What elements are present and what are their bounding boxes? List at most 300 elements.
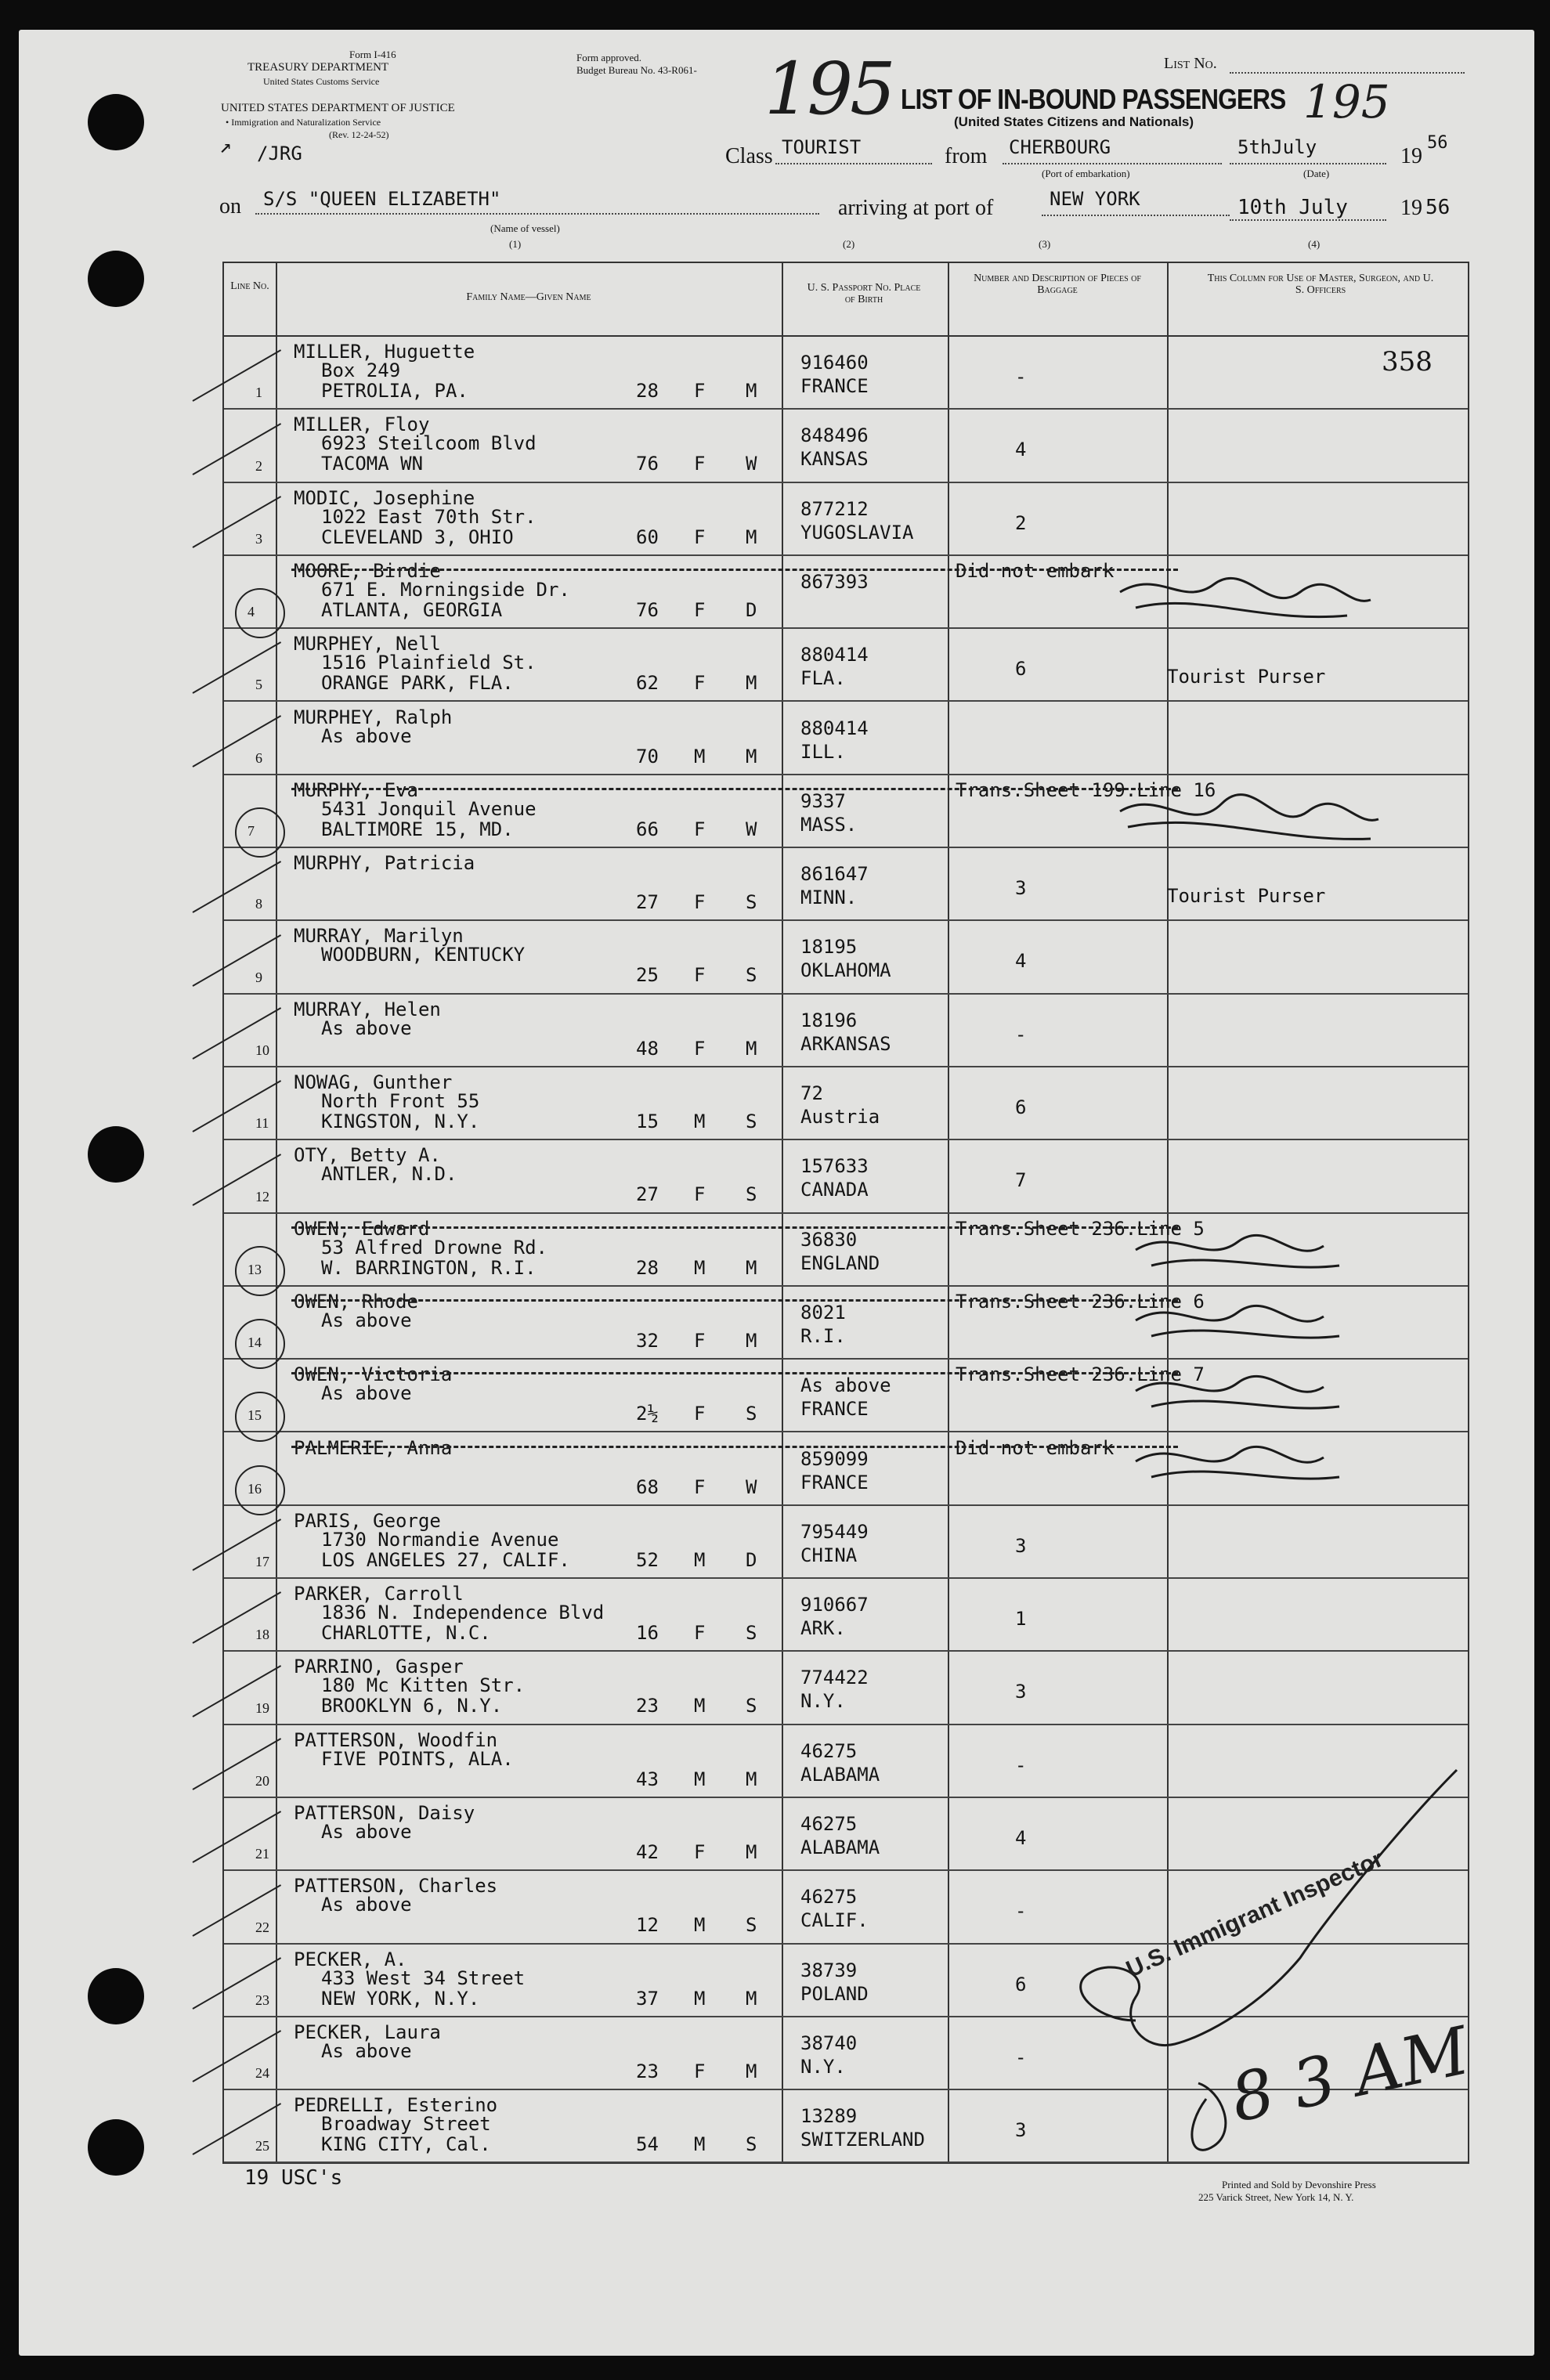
place-of-birth: YUGOSLAVIA — [800, 521, 914, 544]
passenger-marital: S — [746, 1183, 757, 1206]
officer-note: Did not embark — [956, 1436, 1115, 1459]
inspector-stamp: U.S. Immigrant Inspector — [1122, 1846, 1387, 1983]
passenger-marital: M — [746, 380, 757, 402]
passport-number: 859099 — [800, 1447, 869, 1470]
passenger-marital: M — [746, 2060, 757, 2082]
punch-hole — [88, 1968, 144, 2024]
baggage-count: 3 — [1015, 877, 1027, 900]
place-of-birth: SWITZERLAND — [800, 2129, 925, 2151]
strike-line — [291, 1226, 1178, 1229]
col-header-name: Family Name—Given Name — [466, 291, 591, 303]
column-number: (4) — [1308, 238, 1321, 250]
place-of-birth: OKLAHOMA — [800, 959, 891, 982]
baggage-count: 6 — [1015, 658, 1027, 681]
treasury-label: TREASURY DEPARTMENT — [247, 61, 389, 74]
passenger-city: KING CITY, Cal. — [321, 2133, 491, 2156]
passenger-name: PARKER, Carroll — [294, 1583, 464, 1605]
passenger-address: As above — [321, 1894, 412, 1916]
passenger-address: As above — [321, 1382, 412, 1405]
passenger-sex: F — [694, 672, 706, 695]
place-of-birth: FRANCE — [800, 375, 869, 397]
baggage-count: 4 — [1015, 1827, 1027, 1849]
passport-number: 46275 — [800, 1813, 858, 1835]
passport-number: 910667 — [800, 1594, 869, 1616]
punch-hole — [88, 1126, 144, 1183]
baggage-count: - — [1015, 2046, 1027, 2068]
date-caption: (Date) — [1303, 168, 1330, 179]
passenger-sex: M — [694, 1548, 706, 1571]
passenger-age: 68 — [636, 1475, 659, 1498]
handwritten-sheet-number: 195 — [764, 47, 893, 131]
passenger-name: OTY, Betty A. — [294, 1144, 441, 1167]
strike-line — [291, 1372, 1178, 1374]
place-of-birth: ALABAMA — [800, 1763, 880, 1786]
line-number: 14 — [247, 1334, 262, 1351]
passenger-marital: D — [746, 1548, 757, 1571]
line-number: 23 — [255, 1992, 269, 2008]
baggage-count: - — [1015, 366, 1027, 388]
passenger-age: 42 — [636, 1841, 659, 1863]
passenger-sex: F — [694, 964, 706, 987]
class-label: Class — [725, 144, 773, 168]
passenger-marital: M — [746, 1768, 757, 1790]
passenger-city: NEW YORK, N.Y. — [321, 1987, 480, 2010]
officer-note: Tourist Purser — [1167, 666, 1326, 688]
line-number: 25 — [255, 2138, 269, 2154]
place-of-birth: Austria — [800, 1106, 880, 1128]
place-of-birth: ALABAMA — [800, 1836, 880, 1858]
passport-number: As above — [800, 1374, 891, 1397]
passenger-sex: F — [694, 1329, 706, 1352]
passport-number: 880414 — [800, 717, 869, 739]
passenger-marital: M — [746, 1329, 757, 1352]
passenger-address: 433 West 34 Street — [321, 1966, 526, 1989]
passenger-city: ORANGE PARK, FLA. — [321, 672, 514, 695]
line-number: 10 — [255, 1042, 269, 1058]
passport-number: 8021 — [800, 1301, 846, 1324]
arrival-port: NEW YORK — [1050, 188, 1140, 210]
table-row — [224, 1577, 1468, 1652]
baggage-count: 6 — [1015, 1973, 1027, 1995]
passenger-city: KINGSTON, N.Y. — [321, 1111, 480, 1132]
passenger-sex: F — [694, 1622, 706, 1645]
passport-number: 880414 — [800, 644, 869, 666]
place-of-birth: ENGLAND — [800, 1251, 880, 1274]
from-label: from — [945, 144, 988, 168]
line-number: 18 — [255, 1627, 269, 1643]
baggage-count: 3 — [1015, 2119, 1027, 2142]
passenger-name: PARRINO, Gasper — [294, 1656, 464, 1678]
passenger-sex: M — [694, 1914, 706, 1937]
officer-note: Tourist Purser — [1167, 885, 1326, 908]
line-number: 4 — [247, 604, 255, 620]
dotted-line — [1003, 163, 1222, 164]
passport-number: 38739 — [800, 1959, 858, 1981]
passenger-sex: F — [694, 525, 706, 548]
column-number: (1) — [509, 238, 522, 250]
passenger-marital: S — [746, 891, 757, 914]
passenger-name: MURPHEY, Ralph — [294, 706, 453, 728]
printer-line-2: 225 Varick Street, New York 14, N. Y. — [1198, 2191, 1354, 2203]
dotted-line — [1230, 72, 1465, 74]
list-no-value: 195 — [1303, 75, 1390, 128]
passenger-name: PECKER, Laura — [294, 2021, 441, 2043]
passenger-marital: M — [746, 672, 757, 695]
table-row — [224, 482, 1468, 556]
page-subtitle: (United States Citizens and Nationals) — [954, 114, 1194, 129]
line-number: 2 — [255, 457, 262, 474]
col-header-passport: U. S. Passport No. Place of Birth — [807, 282, 921, 305]
baggage-count: 1 — [1015, 1608, 1027, 1631]
passenger-age: 25 — [636, 964, 659, 987]
passport-number: 795449 — [800, 1520, 869, 1543]
passenger-city: TACOMA WN — [321, 453, 424, 475]
line-number: 11 — [255, 1115, 269, 1132]
passenger-age: 16 — [636, 1622, 659, 1645]
passenger-address: 1730 Normandie Avenue — [321, 1528, 559, 1551]
ins-label: • Immigration and Naturalization Service — [226, 117, 381, 128]
passenger-name: PECKER, A. — [294, 1948, 407, 1970]
line-number: 3 — [255, 530, 262, 547]
line-number: 1 — [255, 385, 262, 401]
baggage-count: 7 — [1015, 1169, 1027, 1192]
passenger-sex: F — [694, 818, 706, 840]
arrow-icon: ↗ — [219, 135, 232, 158]
passenger-sex: F — [694, 891, 706, 914]
passenger-age: 32 — [636, 1329, 659, 1352]
printer-line-1: Printed and Sold by Devonshire Press — [1222, 2179, 1376, 2190]
passport-number: 916460 — [800, 352, 869, 374]
line-number: 16 — [247, 1480, 262, 1497]
passenger-city: BALTIMORE 15, MD. — [321, 818, 514, 840]
place-of-birth: FLA. — [800, 667, 846, 690]
passenger-sex: M — [694, 745, 706, 767]
passenger-address: 5431 Jonquil Avenue — [321, 797, 537, 820]
passenger-address: 1836 N. Independence Blvd — [321, 1602, 605, 1624]
passenger-sex: M — [694, 1111, 706, 1132]
passenger-marital: S — [746, 964, 757, 987]
passenger-sex: M — [694, 1695, 706, 1717]
passenger-address: 6923 Steilcoom Blvd — [321, 432, 537, 455]
passenger-age: 76 — [636, 453, 659, 475]
passenger-sex: F — [694, 380, 706, 402]
passenger-address: 671 E. Morningside Dr. — [321, 578, 570, 601]
passenger-name: MILLER, Floy — [294, 414, 430, 436]
officer-note: Trans.Sheet 236.Line 7 — [956, 1363, 1205, 1386]
passenger-address: As above — [321, 2039, 412, 2062]
on-label: on — [219, 194, 241, 218]
line-number: 9 — [255, 969, 262, 985]
passenger-name: MURRAY, Helen — [294, 998, 441, 1020]
place-of-birth: CHINA — [800, 1544, 858, 1566]
table-row — [224, 335, 1468, 410]
passenger-marital: W — [746, 818, 757, 840]
passenger-age: 76 — [636, 598, 659, 621]
passenger-marital: D — [746, 598, 757, 621]
passenger-address: WOODBURN, KENTUCKY — [321, 944, 526, 966]
strike-line — [291, 569, 1178, 571]
passenger-name: MURPHEY, Nell — [294, 633, 441, 655]
passenger-name: MOORE, Birdie — [294, 559, 441, 582]
passport-number: 157633 — [800, 1155, 869, 1178]
passenger-name: OWEN, Victoria — [294, 1363, 453, 1386]
table-row — [224, 408, 1468, 482]
place-of-birth: CANADA — [800, 1179, 869, 1201]
passenger-marital: S — [746, 1622, 757, 1645]
baggage-count: 6 — [1015, 1096, 1027, 1118]
passenger-address: As above — [321, 1309, 412, 1331]
passenger-age: 23 — [636, 2060, 659, 2082]
passenger-name: MURPHY, Eva — [294, 778, 418, 801]
passenger-name: OWEN, Rhode — [294, 1290, 418, 1313]
form-number: Form I-416 — [349, 49, 396, 60]
passenger-city: CLEVELAND 3, OHIO — [321, 525, 514, 548]
embarkation-date: 5thJuly — [1237, 136, 1317, 158]
place-of-birth: FRANCE — [800, 1398, 869, 1421]
officer-note: Trans.Sheet 236.Line 5 — [956, 1217, 1205, 1240]
strike-line — [291, 1299, 1178, 1302]
line-number: 24 — [255, 2065, 269, 2082]
passenger-sex: F — [694, 1037, 706, 1060]
passport-number: 774422 — [800, 1667, 869, 1689]
passport-number: 877212 — [800, 497, 869, 520]
embarkation-port: CHERBOURG — [1009, 136, 1111, 158]
passenger-age: 66 — [636, 818, 659, 840]
passenger-marital: M — [746, 1987, 757, 2010]
punch-hole — [88, 251, 144, 307]
passenger-address: Broadway Street — [321, 2113, 491, 2136]
vessel-name: S/S "QUEEN ELIZABETH" — [263, 188, 501, 210]
reference-code: /JRG — [257, 143, 302, 164]
passenger-age: 48 — [636, 1037, 659, 1060]
passenger-city: W. BARRINGTON, R.I. — [321, 1256, 537, 1279]
passport-number: 72 — [800, 1082, 823, 1104]
arrival-year-suffix: 56 — [1425, 196, 1451, 219]
place-of-birth: R.I. — [800, 1324, 846, 1347]
passenger-age: 27 — [636, 1183, 659, 1206]
passport-number: 13289 — [800, 2105, 858, 2128]
passenger-name: PEDRELLI, Esterino — [294, 2094, 498, 2117]
place-of-birth: KANSAS — [800, 448, 869, 471]
arrival-year-prefix: 19 — [1400, 196, 1422, 220]
baggage-count: 4 — [1015, 950, 1027, 973]
passenger-name: PATTERSON, Daisy — [294, 1802, 475, 1824]
dotted-line — [1230, 219, 1386, 221]
baggage-count: 4 — [1015, 439, 1027, 461]
dotted-line — [1230, 163, 1386, 164]
embarkation-year-prefix: 19 — [1400, 144, 1422, 168]
passport-number: 848496 — [800, 424, 869, 447]
line-number: 7 — [247, 823, 255, 840]
col-header-officers: This Column for Use of Master, Surgeon, and U. S. Officers — [1207, 273, 1434, 296]
line-number: 19 — [255, 1699, 269, 1716]
revision-label: (Rev. 12-24-52) — [329, 129, 389, 140]
passenger-address: 53 Alfred Drowne Rd. — [321, 1236, 547, 1259]
baggage-count: - — [1015, 1023, 1027, 1046]
passenger-age: 62 — [636, 672, 659, 695]
passenger-name: OWEN, Edward — [294, 1217, 430, 1240]
passenger-address: ANTLER, N.D. — [321, 1163, 457, 1186]
place-of-birth: CALIF. — [800, 1909, 869, 1932]
passenger-marital: M — [746, 1256, 757, 1279]
passenger-age: 37 — [636, 1987, 659, 2010]
line-number: 22 — [255, 1919, 269, 1935]
passenger-marital: M — [746, 525, 757, 548]
place-of-birth: N.Y. — [800, 1690, 846, 1713]
vessel-caption: (Name of vessel) — [490, 222, 560, 234]
passenger-sex: M — [694, 1987, 706, 2010]
dotted-line — [255, 213, 819, 215]
place-of-birth: POLAND — [800, 1982, 869, 2005]
passenger-marital: M — [746, 1841, 757, 1863]
passenger-marital: S — [746, 1914, 757, 1937]
passenger-age: 27 — [636, 891, 659, 914]
baggage-count: 2 — [1015, 511, 1027, 534]
passenger-age: 60 — [636, 525, 659, 548]
customs-label: United States Customs Service — [263, 76, 380, 87]
passenger-name: PATTERSON, Charles — [294, 1875, 498, 1898]
passenger-marital: S — [746, 1695, 757, 1717]
place-of-birth: N.Y. — [800, 2055, 846, 2078]
passenger-city: CHARLOTTE, N.C. — [321, 1622, 491, 1645]
line-number: 13 — [247, 1261, 262, 1277]
col-header-line-no: Line No. — [230, 280, 269, 292]
line-number: 20 — [255, 1772, 269, 1789]
page-title: LIST OF IN-BOUND PASSENGERS — [901, 83, 1286, 115]
passport-number: 18196 — [800, 1009, 858, 1031]
class-value: TOURIST — [782, 136, 862, 158]
passenger-address: Box 249 — [321, 359, 401, 381]
strike-line — [291, 1446, 1178, 1448]
place-of-birth: ARK. — [800, 1617, 846, 1640]
passenger-marital: W — [746, 1475, 757, 1498]
line-number: 17 — [255, 1554, 269, 1570]
passenger-name: MURPHY, Patricia — [294, 852, 475, 875]
officer-note: Did not embark — [956, 559, 1115, 582]
punch-hole — [88, 94, 144, 150]
passenger-sex: F — [694, 1403, 706, 1425]
column-number: (2) — [843, 238, 855, 250]
line-number: 21 — [255, 1846, 269, 1862]
col-header-baggage: Number and Description of Pieces of Baggage — [974, 273, 1141, 296]
punch-hole — [88, 2119, 144, 2176]
passport-number: 861647 — [800, 863, 869, 886]
port-embarkation-caption: (Port of embarkation) — [1042, 168, 1130, 179]
passenger-age: 12 — [636, 1914, 659, 1937]
baggage-count: 3 — [1015, 1681, 1027, 1703]
passenger-address: 1022 East 70th Str. — [321, 505, 537, 528]
table-row — [224, 1650, 1468, 1725]
line-number: 5 — [255, 677, 262, 693]
strike-line — [291, 788, 1178, 790]
place-of-birth: ILL. — [800, 740, 846, 763]
passenger-age: 15 — [636, 1111, 659, 1132]
list-no-label: List No. — [1164, 55, 1217, 72]
line-number: 15 — [247, 1407, 262, 1424]
dotted-line — [775, 163, 932, 164]
line-number: 12 — [255, 1188, 269, 1204]
justice-label: UNITED STATES DEPARTMENT OF JUSTICE — [221, 102, 455, 114]
form-approved: Form approved. — [576, 52, 642, 63]
stamp-handwriting: 8 3 AM — [1224, 2012, 1476, 2137]
officer-number: 358 — [1382, 346, 1433, 377]
passenger-address: 180 Mc Kitten Str. — [321, 1674, 526, 1697]
passenger-city: ATLANTA, GEORGIA — [321, 598, 503, 621]
passport-number: 18195 — [800, 936, 858, 959]
passenger-marital: S — [746, 1111, 757, 1132]
passenger-sex: M — [694, 2133, 706, 2156]
passenger-sex: F — [694, 1183, 706, 1206]
passenger-sex: F — [694, 1841, 706, 1863]
passenger-address: As above — [321, 1821, 412, 1843]
column-number: (3) — [1039, 238, 1051, 250]
table-header — [224, 263, 1468, 337]
passenger-age: 28 — [636, 1256, 659, 1279]
passenger-address: 1516 Plainfield St. — [321, 652, 537, 674]
passenger-city: BROOKLYN 6, N.Y. — [321, 1695, 503, 1717]
passenger-age: 43 — [636, 1768, 659, 1790]
passport-number: 46275 — [800, 1886, 858, 1909]
passenger-city: LOS ANGELES 27, CALIF. — [321, 1548, 570, 1571]
passenger-age: 52 — [636, 1548, 659, 1571]
passenger-age: 28 — [636, 380, 659, 402]
baggage-count: - — [1015, 1900, 1027, 1923]
footer-usc: 19 USC's — [244, 2166, 343, 2190]
passenger-address: North Front 55 — [321, 1090, 480, 1112]
passenger-name: PALMERIE, Anna — [294, 1436, 453, 1459]
officer-note: Trans.Sheet 199.Line 16 — [956, 778, 1216, 801]
passenger-name: MURRAY, Marilyn — [294, 925, 464, 948]
passenger-age: 23 — [636, 1695, 659, 1717]
passport-number: 9337 — [800, 789, 846, 812]
passenger-sex: F — [694, 2060, 706, 2082]
baggage-count: 3 — [1015, 1534, 1027, 1557]
passport-number: 867393 — [800, 570, 869, 593]
passenger-marital: W — [746, 453, 757, 475]
place-of-birth: MINN. — [800, 887, 858, 909]
passenger-name: MODIC, Josephine — [294, 486, 475, 509]
place-of-birth: FRANCE — [800, 1471, 869, 1493]
passenger-marital: S — [746, 1403, 757, 1425]
passenger-marital: S — [746, 2133, 757, 2156]
passenger-address: FIVE POINTS, ALA. — [321, 1747, 514, 1770]
passenger-name: NOWAG, Gunther — [294, 1071, 453, 1093]
passenger-city: PETROLIA, PA. — [321, 380, 468, 402]
passenger-name: PARIS, George — [294, 1509, 441, 1532]
place-of-birth: MASS. — [800, 813, 858, 836]
passenger-sex: F — [694, 598, 706, 621]
passenger-sex: M — [694, 1256, 706, 1279]
passenger-sex: M — [694, 1768, 706, 1790]
passenger-marital: M — [746, 1037, 757, 1060]
passenger-name: MILLER, Huguette — [294, 341, 475, 363]
passport-number: 36830 — [800, 1228, 858, 1251]
purser-signatures — [1089, 561, 1480, 1532]
arriving-label: arriving at port of — [838, 196, 994, 220]
baggage-count: - — [1015, 1753, 1027, 1776]
passenger-age: 54 — [636, 2133, 659, 2156]
passenger-age: 2½ — [636, 1403, 659, 1425]
passenger-sex: F — [694, 453, 706, 475]
embarkation-year-suffix: 56 — [1427, 133, 1448, 153]
passenger-marital: M — [746, 745, 757, 767]
passenger-address: As above — [321, 1017, 412, 1039]
place-of-birth: ARKANSAS — [800, 1032, 891, 1055]
budget-bureau: Budget Bureau No. 43-R061- — [576, 64, 697, 76]
line-number: 8 — [255, 896, 262, 912]
passport-number: 38740 — [800, 2031, 858, 2054]
passport-number: 46275 — [800, 1739, 858, 1762]
